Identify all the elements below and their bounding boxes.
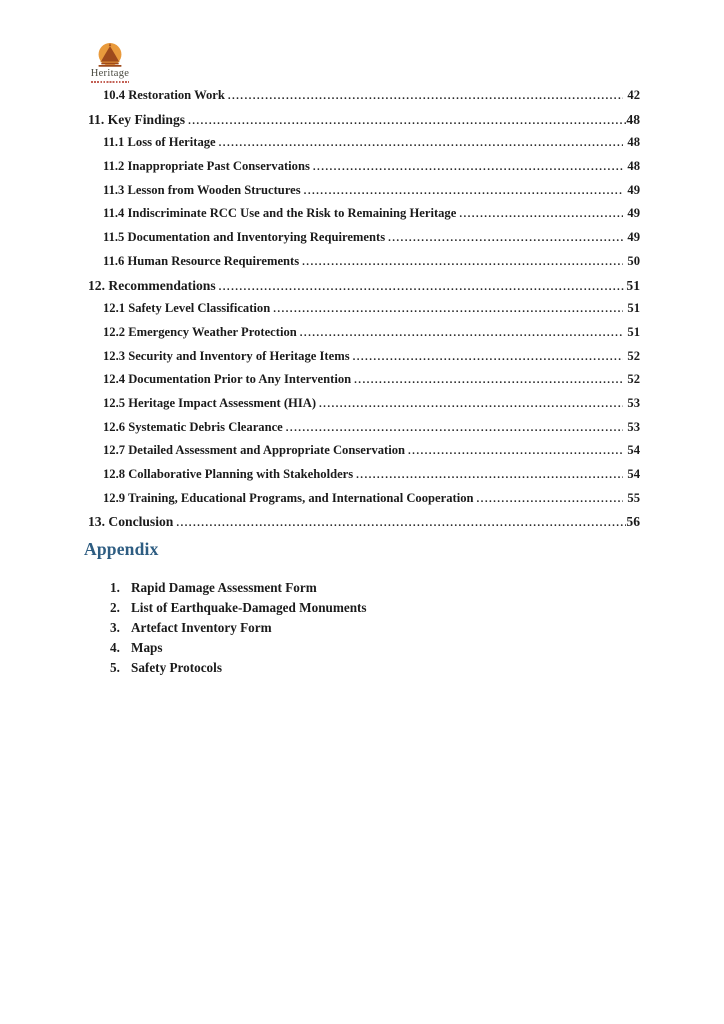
toc-entry[interactable] xyxy=(88,155,640,179)
toc-page-number: 56 xyxy=(626,514,640,530)
toc-entry[interactable] xyxy=(88,202,640,226)
toc-entry[interactable] xyxy=(88,463,640,487)
appendix-item xyxy=(110,638,367,658)
toc-page-number: 51 xyxy=(627,324,640,339)
dot-leader xyxy=(188,110,626,134)
toc-page-number: 53 xyxy=(627,395,640,410)
toc-page-number: 54 xyxy=(627,467,640,481)
appendix-item xyxy=(110,578,367,598)
appendix-heading: Appendix xyxy=(84,539,159,559)
toc-page-number: 48 xyxy=(627,135,640,150)
toc-entry-label: 12. Recommendations xyxy=(88,277,216,293)
dot-leader xyxy=(477,488,624,512)
dot-leader xyxy=(353,346,624,370)
dot-leader xyxy=(313,156,624,180)
toc-page-number: 49 xyxy=(627,230,640,245)
appendix-item-number: 5. xyxy=(110,660,120,675)
toc-entry[interactable] xyxy=(88,392,640,416)
logo-tagline xyxy=(91,81,129,84)
toc-entry-label: 11.1 Loss of Heritage xyxy=(103,135,216,150)
toc-page-number: 48 xyxy=(626,111,640,127)
dot-leader xyxy=(388,227,623,251)
toc-page-number: 51 xyxy=(626,277,640,293)
appendix-item-number: 1. xyxy=(110,580,120,595)
toc-entry[interactable] xyxy=(88,84,640,108)
toc-page-number: 42 xyxy=(627,88,640,102)
appendix-item-label: Artefact Inventory Form xyxy=(131,620,272,635)
toc-entry-label: 12.1 Safety Level Classification xyxy=(103,301,271,316)
toc-entry-label: 10.4 Restoration Work xyxy=(103,88,225,102)
appendix-item xyxy=(110,598,367,618)
appendix-item-label: Maps xyxy=(131,640,163,655)
toc-page-number: 52 xyxy=(627,348,640,363)
dot-leader xyxy=(219,132,624,156)
toc-entry[interactable] xyxy=(88,108,640,132)
toc-entry-label: 11.6 Human Resource Requirements xyxy=(103,253,300,268)
toc-entry-label: 11.2 Inappropriate Past Conservations xyxy=(103,159,310,174)
toc-entry-label: 11. Key Findings xyxy=(88,111,186,127)
toc-entry[interactable] xyxy=(88,487,640,511)
toc-entry[interactable] xyxy=(88,179,640,203)
toc-entry[interactable] xyxy=(88,416,640,440)
logo-wordmark: Heritage xyxy=(90,68,130,79)
heritage-logo xyxy=(86,41,134,83)
toc-page-number: 48 xyxy=(627,159,640,174)
appendix-item-label: Rapid Damage Assessment Form xyxy=(131,580,317,595)
toc-entry[interactable] xyxy=(88,226,640,250)
toc-entry-label: 12.8 Collaborative Planning with Stakeholders xyxy=(103,467,354,481)
dot-leader xyxy=(356,464,623,488)
toc-page-number: 55 xyxy=(627,490,640,505)
dot-leader xyxy=(302,251,623,275)
toc-page-number: 49 xyxy=(627,206,640,221)
toc-entry[interactable] xyxy=(88,368,640,392)
toc-entry-label: 13. Conclusion xyxy=(88,514,174,530)
dot-leader xyxy=(354,369,623,393)
dot-leader xyxy=(304,180,624,204)
toc-page-number: 51 xyxy=(627,301,640,316)
appendix-item-label: List of Earthquake-Damaged Monuments xyxy=(131,600,367,615)
toc-entry-label: 12.5 Heritage Impact Assessment (HIA) xyxy=(103,395,317,410)
toc-entry-label: 12.9 Training, Educational Programs, and International Cooperation xyxy=(103,490,474,505)
toc-entry-label: 12.2 Emergency Weather Protection xyxy=(103,324,297,339)
dot-leader xyxy=(176,512,626,536)
toc-entry[interactable] xyxy=(88,297,640,321)
toc-page-number: 52 xyxy=(627,372,640,387)
dot-leader xyxy=(273,298,623,322)
dot-leader xyxy=(459,203,623,227)
toc-entry-label: 12.6 Systematic Debris Clearance xyxy=(103,419,283,434)
toc-page-number: 53 xyxy=(627,419,640,434)
appendix-list xyxy=(110,578,367,678)
toc-page-number: 50 xyxy=(627,253,640,268)
toc-page-number: 54 xyxy=(627,443,640,458)
dot-leader xyxy=(286,417,624,441)
table-of-contents xyxy=(88,84,640,534)
toc-entry[interactable] xyxy=(88,439,640,463)
appendix-item-number: 2. xyxy=(110,600,120,615)
temple-sun-icon xyxy=(94,41,126,71)
toc-entry-label: 12.7 Detailed Assessment and Appropriate Conservation xyxy=(103,443,406,458)
toc-entry-label: 11.5 Documentation and Inventorying Requirements xyxy=(103,230,386,245)
toc-entry-label: 11.4 Indiscriminate RCC Use and the Risk to Remaining Heritage xyxy=(103,206,457,221)
toc-entry[interactable] xyxy=(88,274,640,298)
toc-entry[interactable] xyxy=(88,510,640,534)
dot-leader xyxy=(319,393,623,417)
appendix-item xyxy=(110,658,367,678)
dot-leader xyxy=(300,322,624,346)
toc-entry[interactable] xyxy=(88,345,640,369)
toc-entry-label: 12.3 Security and Inventory of Heritage Items xyxy=(103,348,350,363)
dot-leader xyxy=(228,85,624,109)
dot-leader xyxy=(408,440,623,464)
appendix-item-number: 3. xyxy=(110,620,120,635)
toc-page-number: 49 xyxy=(627,182,640,197)
toc-entry-label: 12.4 Documentation Prior to Any Intervention xyxy=(103,372,352,387)
appendix-item xyxy=(110,618,367,638)
appendix-item-number: 4. xyxy=(110,640,120,655)
toc-entry[interactable] xyxy=(88,321,640,345)
appendix-item-label: Safety Protocols xyxy=(131,660,222,675)
dot-leader xyxy=(219,276,627,300)
toc-entry-label: 11.3 Lesson from Wooden Structures xyxy=(103,182,301,197)
toc-entry[interactable] xyxy=(88,250,640,274)
toc-entry[interactable] xyxy=(88,131,640,155)
